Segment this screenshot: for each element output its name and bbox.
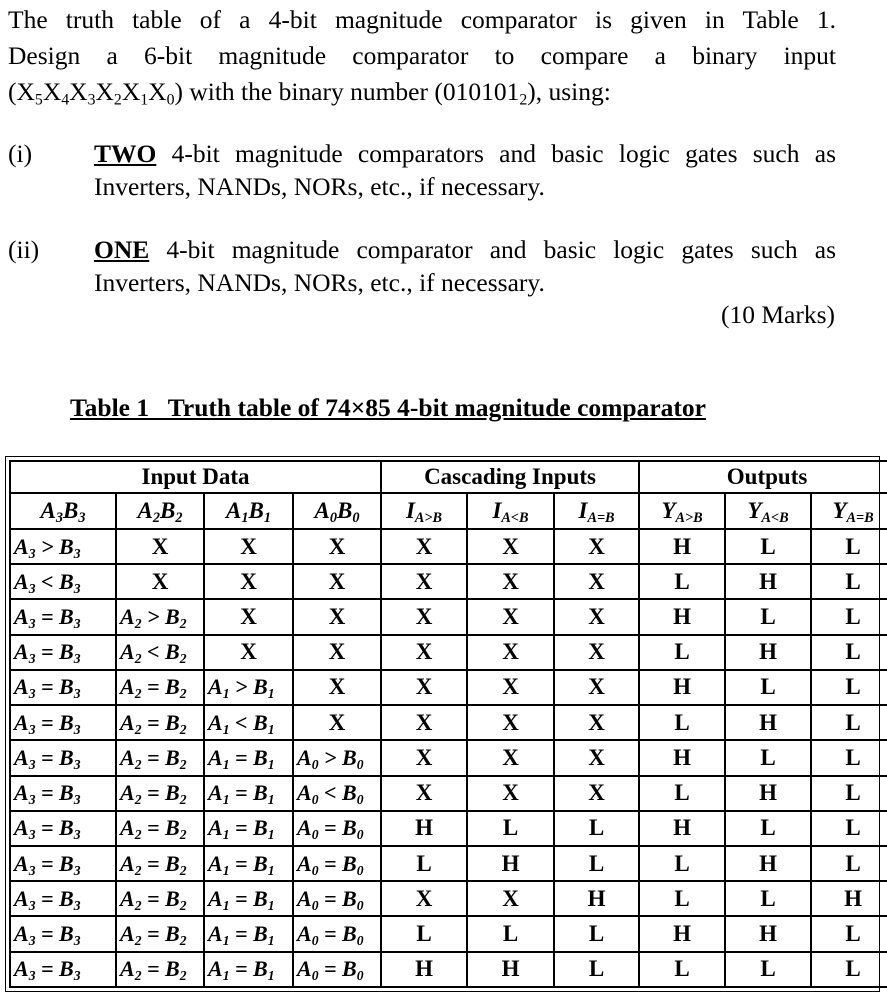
condition-cell: $A_0 = B_0$ <box>293 916 381 951</box>
value-cell: X <box>554 705 639 740</box>
value-cell: H <box>467 846 554 881</box>
value-cell: L <box>811 776 887 811</box>
value-cell: X <box>293 564 381 599</box>
value-cell: L <box>725 670 811 705</box>
value-cell: H <box>725 564 811 599</box>
value-cell: L <box>639 705 725 740</box>
condition-cell: $A_2 = B_2$ <box>116 952 204 987</box>
condition-cell: $A_3 = B_3$ <box>10 740 116 775</box>
value-cell: L <box>811 952 887 987</box>
value-cell: L <box>554 916 639 951</box>
condition-cell: $A_1 = B_1$ <box>204 881 293 916</box>
value-cell: X <box>293 670 381 705</box>
value-cell: H <box>725 705 811 740</box>
table-row <box>10 811 887 846</box>
condition-cell: $A_3 = B_3$ <box>10 670 116 705</box>
value-cell: H <box>725 916 811 951</box>
group-header: Outputs <box>639 461 887 493</box>
condition-cell: $A_2 < B_2$ <box>116 635 204 670</box>
value-cell: X <box>381 705 467 740</box>
condition-cell: $A_3 = B_3$ <box>10 916 116 951</box>
condition-cell: $A_1 = B_1$ <box>204 776 293 811</box>
condition-cell: $A_2 = B_2$ <box>116 811 204 846</box>
condition-cell: $A_3 = B_3$ <box>10 635 116 670</box>
value-cell: H <box>639 916 725 951</box>
condition-cell: $A_1 < B_1$ <box>204 705 293 740</box>
value-cell: L <box>811 740 887 775</box>
question-line-3: $(X_5X_4X_3X_2X_1X_0)$ with the binary number $(010101_2)$, using: <box>8 77 611 109</box>
value-cell: X <box>204 635 293 670</box>
value-cell: X <box>204 564 293 599</box>
value-cell: L <box>811 705 887 740</box>
condition-cell: $A_1 = B_1$ <box>204 846 293 881</box>
condition-cell: $A_0 = B_0$ <box>293 881 381 916</box>
part-keyword: TWO <box>94 139 157 168</box>
column-header: $I_{A<B}$ <box>467 493 554 529</box>
value-cell: H <box>554 881 639 916</box>
column-header: $A_2B_2$ <box>116 493 204 529</box>
value-cell: L <box>811 811 887 846</box>
value-cell: X <box>381 881 467 916</box>
table-row <box>10 740 887 775</box>
value-cell: L <box>381 916 467 951</box>
value-cell: H <box>725 776 811 811</box>
value-cell: L <box>725 740 811 775</box>
condition-cell: $A_3 = B_3$ <box>10 776 116 811</box>
value-cell: L <box>554 811 639 846</box>
value-cell: L <box>725 811 811 846</box>
table-row <box>10 529 887 564</box>
part-keyword: ONE <box>94 235 150 264</box>
part-number: (ii) <box>8 235 40 264</box>
value-cell: L <box>811 846 887 881</box>
value-cell: X <box>293 529 381 564</box>
condition-cell: $A_1 = B_1$ <box>204 811 293 846</box>
column-header: $Y_{A>B}$ <box>639 493 725 529</box>
column-header: $A_1B_1$ <box>204 493 293 529</box>
condition-cell: $A_2 = B_2$ <box>116 705 204 740</box>
value-cell: X <box>381 776 467 811</box>
value-cell: X <box>467 670 554 705</box>
value-cell: X <box>467 705 554 740</box>
part-number: (i) <box>8 139 33 168</box>
value-cell: X <box>554 599 639 634</box>
condition-cell: $A_1 = B_1$ <box>204 740 293 775</box>
value-cell: X <box>467 599 554 634</box>
column-header: $I_{A>B}$ <box>381 493 467 529</box>
condition-cell: $A_3 = B_3$ <box>10 705 116 740</box>
value-cell: H <box>639 670 725 705</box>
value-cell: X <box>554 529 639 564</box>
condition-cell: $A_2 = B_2$ <box>116 846 204 881</box>
condition-cell: $A_3 = B_3$ <box>10 811 116 846</box>
value-cell: L <box>725 952 811 987</box>
column-header: $Y_{A=B}$ <box>811 493 887 529</box>
value-cell: L <box>554 846 639 881</box>
value-cell: X <box>467 740 554 775</box>
value-cell: X <box>554 740 639 775</box>
condition-cell: $A_1 = B_1$ <box>204 952 293 987</box>
value-cell: L <box>725 881 811 916</box>
value-cell: X <box>381 599 467 634</box>
value-cell: H <box>381 811 467 846</box>
table-row <box>10 705 887 740</box>
value-cell: H <box>725 846 811 881</box>
value-cell: L <box>811 670 887 705</box>
value-cell: L <box>467 916 554 951</box>
table-row <box>10 846 887 881</box>
group-header-row <box>10 461 887 493</box>
column-header-row <box>10 493 887 529</box>
value-cell: H <box>725 635 811 670</box>
marks-label: (10 Marks) <box>720 300 835 329</box>
table-caption: Table 1 Truth table of 74×85 4-bit magnitude comparator <box>70 393 706 422</box>
value-cell: X <box>204 529 293 564</box>
condition-cell: $A_1 > B_1$ <box>204 670 293 705</box>
value-cell: X <box>116 529 204 564</box>
value-cell: X <box>116 564 204 599</box>
value-cell: X <box>467 564 554 599</box>
part-line-2: Inverters, NANDs, NORs, etc., if necessary. <box>94 268 545 297</box>
value-cell: L <box>639 564 725 599</box>
value-cell: L <box>639 776 725 811</box>
truth-table-frame <box>5 456 880 992</box>
value-cell: X <box>381 635 467 670</box>
value-cell: L <box>811 564 887 599</box>
condition-cell: $A_3 = B_3$ <box>10 952 116 987</box>
column-header: $Y_{A<B}$ <box>725 493 811 529</box>
condition-cell: $A_2 = B_2$ <box>116 670 204 705</box>
value-cell: H <box>381 952 467 987</box>
value-cell: H <box>639 740 725 775</box>
question-paragraph <box>8 2 836 110</box>
column-header: $A_3B_3$ <box>10 493 116 529</box>
table-row <box>10 916 887 951</box>
value-cell: X <box>293 705 381 740</box>
value-cell: L <box>811 635 887 670</box>
condition-cell: $A_2 = B_2$ <box>116 776 204 811</box>
value-cell: H <box>639 529 725 564</box>
group-header: Input Data <box>10 461 381 493</box>
condition-cell: $A_2 = B_2$ <box>116 881 204 916</box>
condition-cell: $A_0 > B_0$ <box>293 740 381 775</box>
value-cell: L <box>811 529 887 564</box>
value-cell: X <box>293 599 381 634</box>
value-cell: X <box>554 635 639 670</box>
condition-cell: $A_0 = B_0$ <box>293 811 381 846</box>
value-cell: L <box>725 529 811 564</box>
condition-cell: $A_3 = B_3$ <box>10 881 116 916</box>
condition-cell: $A_0 = B_0$ <box>293 952 381 987</box>
value-cell: X <box>554 564 639 599</box>
value-cell: X <box>554 670 639 705</box>
question-line-1: The truth table of a 4-bit magnitude comparator is given in Table 1. <box>8 5 836 34</box>
truth-table-body <box>10 529 887 987</box>
table-row <box>10 599 887 634</box>
table-row <box>10 635 887 670</box>
truth-table <box>9 460 887 988</box>
value-cell: L <box>639 846 725 881</box>
table-row <box>10 881 887 916</box>
value-cell: L <box>554 952 639 987</box>
value-cell: X <box>204 599 293 634</box>
value-cell: L <box>381 846 467 881</box>
value-cell: X <box>467 635 554 670</box>
group-header: Cascading Inputs <box>381 461 639 493</box>
condition-cell: $A_2 > B_2$ <box>116 599 204 634</box>
value-cell: X <box>554 776 639 811</box>
value-cell: L <box>725 599 811 634</box>
value-cell: X <box>467 881 554 916</box>
question-line-2: Design a 6-bit magnitude comparator to compare a binary input <box>8 41 836 70</box>
table-row <box>10 776 887 811</box>
value-cell: H <box>639 811 725 846</box>
condition-cell: $A_3 > B_3$ <box>10 529 116 564</box>
value-cell: L <box>467 811 554 846</box>
value-cell: H <box>467 952 554 987</box>
value-cell: X <box>381 670 467 705</box>
value-cell: L <box>811 599 887 634</box>
value-cell: L <box>639 952 725 987</box>
value-cell: H <box>811 881 887 916</box>
condition-cell: $A_0 < B_0$ <box>293 776 381 811</box>
condition-cell: $A_3 = B_3$ <box>10 846 116 881</box>
value-cell: X <box>381 564 467 599</box>
value-cell: X <box>467 776 554 811</box>
value-cell: L <box>639 635 725 670</box>
value-cell: H <box>639 599 725 634</box>
table-row <box>10 952 887 987</box>
value-cell: L <box>639 881 725 916</box>
condition-cell: $A_3 < B_3$ <box>10 564 116 599</box>
condition-cell: $A_0 = B_0$ <box>293 846 381 881</box>
condition-cell: $A_3 = B_3$ <box>10 599 116 634</box>
part-line-2: Inverters, NANDs, NORs, etc., if necessary. <box>94 172 545 201</box>
value-cell: X <box>467 529 554 564</box>
column-header: $A_0B_0$ <box>293 493 381 529</box>
table-row <box>10 564 887 599</box>
value-cell: L <box>811 916 887 951</box>
value-cell: X <box>293 635 381 670</box>
column-header: $I_{A=B}$ <box>554 493 639 529</box>
condition-cell: $A_2 = B_2$ <box>116 916 204 951</box>
value-cell: X <box>381 529 467 564</box>
condition-cell: $A_2 = B_2$ <box>116 740 204 775</box>
value-cell: X <box>381 740 467 775</box>
table-row <box>10 670 887 705</box>
condition-cell: $A_1 = B_1$ <box>204 916 293 951</box>
